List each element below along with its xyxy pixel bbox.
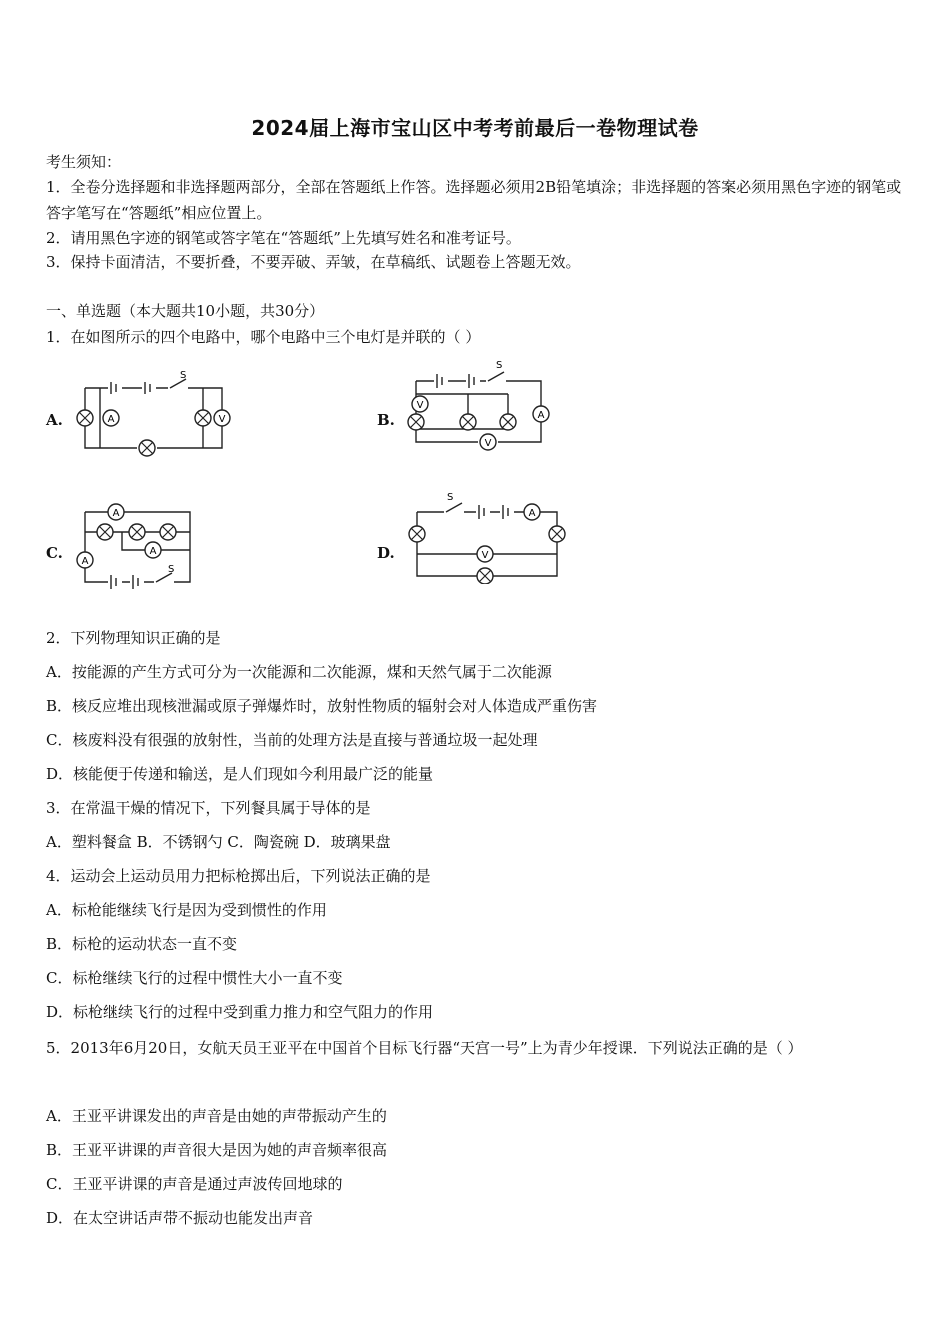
circuit-c-diagram	[70, 498, 200, 590]
q2-option-b: B．核反应堆出现核泄漏或原子弹爆炸时，放射性物质的辐射会对人体造成严重伤害	[46, 697, 598, 715]
notice-item-2: 2．请用黑色字迹的钢笔或答字笔在“答题纸”上先填写姓名和准考证号。	[46, 229, 521, 247]
notice-item-3: 3．保持卡面清洁，不要折叠，不要弄破、弄皱，在草稿纸、试题卷上答题无效。	[46, 253, 581, 271]
page-title: 2024届上海市宝山区中考考前最后一卷物理试卷	[251, 116, 699, 140]
ammeter-label: A	[528, 508, 536, 519]
circuit-b-diagram	[398, 354, 563, 464]
q1-stem: 1．在如图所示的四个电路中，哪个电路中三个电灯是并联的（ ）	[46, 328, 481, 346]
q5-stem: 5．2013年6月20日，女航天员王亚平在中国首个目标飞行器“天宫一号”上为青少年授课．下列说法正确的是（ ）	[46, 1039, 803, 1057]
switch-label: S	[168, 564, 175, 575]
voltmeter-label: V	[416, 400, 424, 411]
q3-options: A．塑料餐盒 B．不锈钢勺 C．陶瓷碗 D．玻璃果盘	[46, 833, 391, 851]
section-heading: 一、单选题（本大题共10小题，共30分）	[46, 302, 325, 320]
q2-stem: 2．下列物理知识正确的是	[46, 629, 221, 647]
circuit-d-diagram	[402, 488, 572, 584]
q5-option-d: D．在太空讲话声带不振动也能发出声音	[46, 1209, 314, 1227]
q2-option-c: C．核废料没有很强的放射性，当前的处理方法是直接与普通垃圾一起处理	[46, 731, 538, 749]
q5-option-c: C．王亚平讲课的声音是通过声波传回地球的	[46, 1175, 343, 1193]
notice-item-1: 1．全卷分选择题和非选择题两部分，全部在答题纸上作答。选择题必须用2B铅笔填涂；非选择题的答案必须用黑色字迹的钢笔或答字笔写在“答题纸”相应位置上。	[46, 178, 902, 222]
q3-stem: 3．在常温干燥的情况下，下列餐具属于导体的是	[46, 799, 371, 817]
voltmeter-label: V	[218, 414, 226, 425]
q1-option-d-label: D.	[377, 544, 395, 562]
q4-option-c: C．标枪继续飞行的过程中惯性大小一直不变	[46, 969, 343, 987]
q4-stem: 4．运动会上运动员用力把标枪掷出后，下列说法正确的是	[46, 867, 431, 885]
q1-option-b-label: B.	[377, 411, 395, 429]
ammeter-label: A	[107, 414, 115, 425]
q5-option-a: A．王亚平讲课发出的声音是由她的声带振动产生的	[46, 1107, 387, 1125]
q1-option-c-label: C.	[46, 544, 63, 562]
ammeter-label: A	[112, 508, 120, 519]
q1-option-a-label: A.	[46, 411, 63, 429]
q2-option-d: D．核能便于传递和输送，是人们现如今利用最广泛的能量	[46, 765, 434, 783]
ammeter-label: A	[81, 556, 89, 567]
notice-heading: 考生须知：	[46, 153, 122, 171]
q4-option-d: D．标枪继续飞行的过程中受到重力推力和空气阻力的作用	[46, 1003, 434, 1021]
ammeter-label: A	[149, 546, 157, 557]
q4-option-b: B．标枪的运动状态一直不变	[46, 935, 238, 953]
q4-option-a: A．标枪能继续飞行是因为受到惯性的作用	[46, 901, 327, 919]
switch-label: S	[496, 360, 503, 371]
voltmeter-label: V	[481, 550, 489, 561]
ammeter-label: A	[537, 410, 545, 421]
circuit-a-diagram	[70, 370, 240, 462]
q2-option-a: A．按能源的产生方式可分为一次能源和二次能源，煤和天然气属于二次能源	[46, 663, 552, 681]
switch-label: S	[447, 492, 454, 503]
q5-option-b: B．王亚平讲课的声音很大是因为她的声音频率很高	[46, 1141, 388, 1159]
switch-label: S	[180, 370, 187, 381]
voltmeter-label: V	[484, 438, 492, 449]
